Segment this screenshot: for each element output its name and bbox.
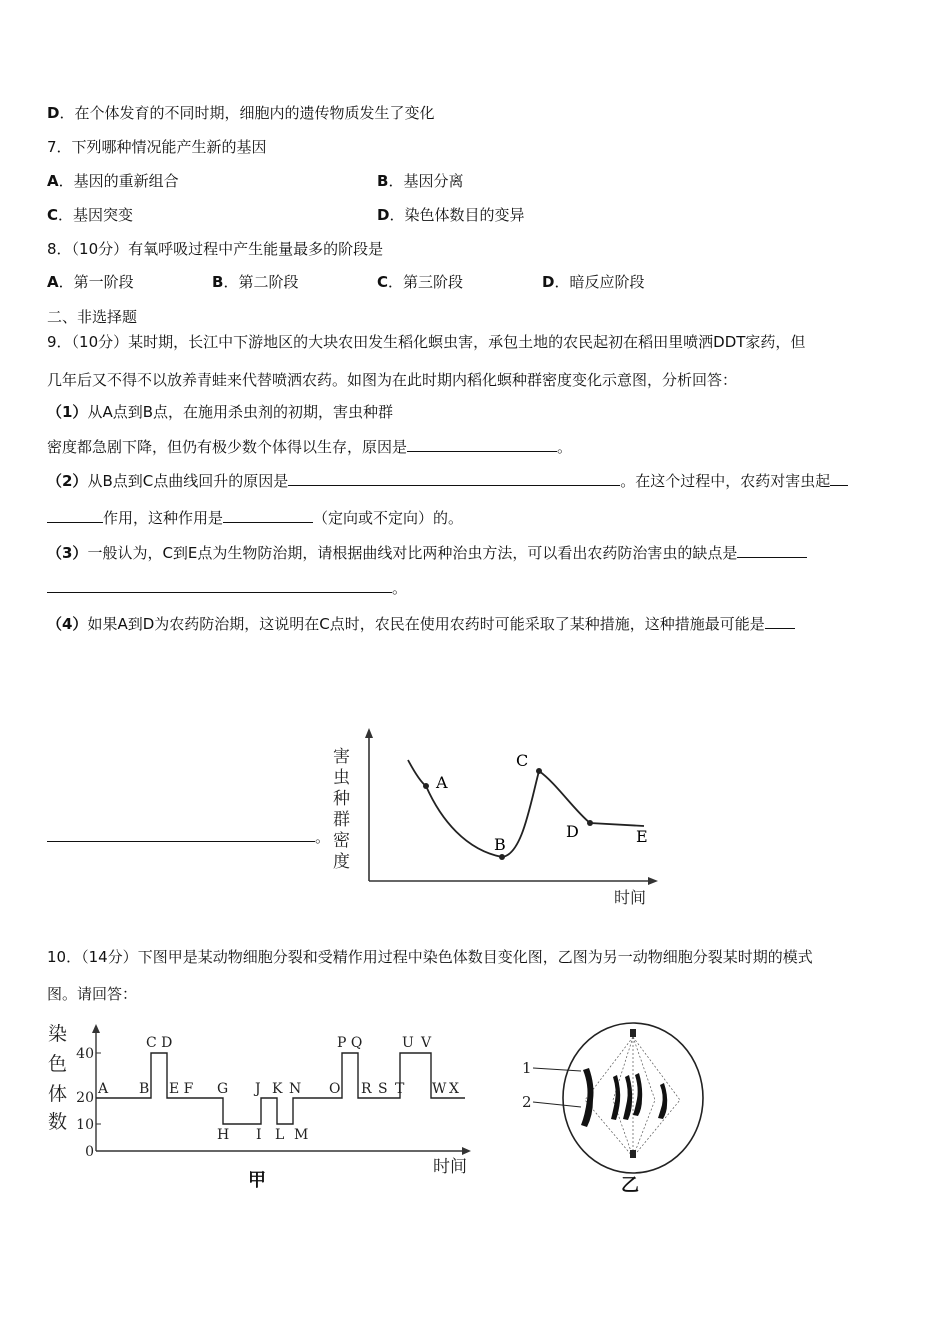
point-label: E F (169, 1081, 194, 1097)
option-text: ．基因突变 (58, 206, 134, 224)
punctuation: 。 (392, 579, 408, 597)
x-axis-arrow (648, 877, 658, 885)
q8-option-c (377, 271, 463, 292)
ylabel-char: 群 (333, 810, 350, 830)
q8-stem (47, 238, 383, 259)
q9-part1-line2 (47, 436, 572, 457)
point-label: R (361, 1081, 372, 1097)
punctuation: 。 (315, 828, 331, 846)
figure-caption: 乙 (621, 1175, 639, 1196)
q9-part2-line2 (47, 507, 463, 528)
question-score: （10分） (71, 333, 129, 351)
point-label: A (98, 1081, 109, 1097)
option-text: ．基因的重新组合 (58, 172, 179, 190)
point-label: E (636, 827, 648, 846)
question-number: 8． (47, 240, 72, 258)
q9-stem-line1 (47, 331, 805, 352)
answer-blank[interactable] (47, 508, 103, 523)
option-label: C (47, 206, 59, 224)
point-label: S (378, 1081, 388, 1097)
q7-option-d (377, 204, 524, 225)
option-text: ．暗反应阶段 (554, 273, 645, 291)
ylabel-char: 密 (333, 831, 350, 851)
q10-stem-line2: 图。请回答： (47, 985, 138, 1003)
point-label: G (217, 1081, 229, 1097)
answer-blank[interactable] (830, 471, 848, 486)
option-label: D (542, 273, 555, 291)
answer-blank[interactable] (47, 578, 392, 593)
q10-stem-line1 (47, 946, 813, 967)
part-text: 密度都急剧下降，但仍有极少数个体得以生存，原因是 (47, 438, 408, 456)
q9-part4-line1 (47, 613, 795, 634)
point-label: H (217, 1127, 230, 1143)
option-label: B (212, 273, 224, 291)
point-label: D (566, 822, 579, 841)
answer-blank[interactable] (765, 614, 795, 629)
point-label: T (395, 1081, 405, 1097)
q9-part4-line2 (47, 826, 330, 847)
question-text: 有氧呼吸过程中产生能量最多的阶段是 (128, 240, 384, 258)
question-text: 下图甲是某动物细胞分裂和受精作用过程中染色体数目变化图，乙图为另一动物细胞分裂某时期的模式 (137, 948, 813, 966)
point-label: X (449, 1081, 459, 1097)
point-label: C D (146, 1035, 173, 1051)
answer-blank[interactable] (223, 508, 313, 523)
label-pointer-2 (533, 1102, 581, 1107)
point-label: C (516, 751, 529, 770)
point-d (587, 820, 593, 826)
ylabel-char: 害 (333, 747, 350, 767)
part-text: 。在这个过程中，农药对害虫起 (620, 472, 831, 490)
pest-density-figure (326, 725, 676, 910)
ylabel-char: 种 (333, 789, 350, 809)
q9-stem-line2: 几年后又不得不以放养青蛙来代替喷洒农药。如图为在此时期内稻化螟种群密度变化示意图，分析回答： (47, 371, 738, 389)
cell-division-figure (515, 1015, 705, 1200)
part-label: （2） (47, 472, 88, 490)
point-label: P Q (337, 1035, 363, 1051)
point-label: L (275, 1127, 285, 1143)
option-label: D (377, 206, 390, 224)
point-label: M (294, 1127, 309, 1143)
q8-option-a (47, 271, 134, 292)
ytick-label: 10 (76, 1117, 94, 1133)
point-label: B (139, 1081, 150, 1097)
q9-part3-line2 (47, 577, 407, 598)
option-text: ．第一阶段 (58, 273, 134, 291)
part-text: （定向或不定向）的。 (313, 509, 464, 527)
q7-option-a (47, 170, 179, 191)
part-text: 作用，这种作用是 (103, 509, 224, 527)
answer-blank[interactable] (407, 437, 557, 452)
ytick-label: 0 (85, 1144, 94, 1160)
part-label: （4） (47, 615, 88, 633)
question-score: （10分） (71, 240, 129, 258)
option-text: ．在个体发育的不同时期，细胞内的遗传物质发生了变化 (59, 104, 435, 122)
point-label: W (432, 1081, 447, 1097)
ylabel-char: 色 (48, 1053, 68, 1075)
point-label: K (272, 1081, 283, 1097)
point-c (536, 768, 542, 774)
part-text: 如果A到D为农药防治期，这说明在C点时，农民在使用农药时可能采取了某种措施，这种措施最可能是 (87, 615, 765, 633)
question-number: 9． (47, 333, 72, 351)
q7-option-c (47, 204, 133, 225)
point-b (499, 854, 505, 860)
ylabel-char: 虫 (333, 768, 350, 788)
option-text: ．基因分离 (388, 172, 464, 190)
section-title: 二、非选择题 (47, 308, 138, 326)
q7-stem: 7．下列哪种情况能产生新的基因 (47, 138, 267, 156)
option-label: A (47, 273, 59, 291)
y-axis-label (333, 747, 350, 872)
option-text: ．第二阶段 (223, 273, 299, 291)
y-axis-label (48, 1023, 67, 1133)
question-number: 10． (47, 948, 82, 966)
q8-option-d (542, 271, 644, 292)
figure-caption: 甲 (248, 1170, 266, 1191)
option-label: D (47, 104, 60, 122)
answer-blank[interactable] (47, 827, 315, 842)
q6-option-d (47, 102, 434, 123)
option-text: ．染色体数目的变异 (389, 206, 525, 224)
chromosome-number-figure (45, 1020, 485, 1195)
point-label: V (421, 1035, 432, 1051)
option-text: ．第三阶段 (388, 273, 464, 291)
diagram-label: 2 (522, 1093, 532, 1111)
q9-part1-line1 (47, 401, 393, 422)
option-label: C (377, 273, 389, 291)
ylabel-char: 染 (48, 1023, 68, 1045)
part-text: 从B点到C点曲线回升的原因是 (87, 472, 289, 490)
ylabel-char: 数 (48, 1111, 68, 1133)
option-label: A (47, 172, 59, 190)
ytick-label: 20 (76, 1090, 94, 1106)
answer-blank[interactable] (737, 543, 807, 558)
point-a (423, 783, 429, 789)
point-label: N (289, 1081, 302, 1097)
point-label: A (436, 773, 448, 792)
x-axis-label: 时间 (614, 888, 647, 907)
punctuation: 。 (557, 438, 573, 456)
y-axis-arrow (92, 1024, 100, 1033)
x-axis-arrow (462, 1147, 471, 1155)
question-text: 某时期，长江中下游地区的大块农田发生稻化螟虫害，承包土地的农民起初在稻田里喷洒DDT家药，但 (128, 333, 806, 351)
y-ticks (76, 1046, 94, 1160)
ylabel-char: 体 (48, 1083, 68, 1105)
answer-blank[interactable] (288, 471, 620, 486)
point-label: J (255, 1081, 261, 1097)
part-label: （1） (47, 403, 88, 421)
q7-option-b (377, 170, 463, 191)
y-axis-arrow (365, 728, 373, 738)
diagram-label: 1 (522, 1059, 532, 1077)
ytick-label: 40 (76, 1046, 94, 1062)
question-score: （14分） (81, 948, 138, 966)
label-pointer-1 (533, 1068, 581, 1071)
q9-part3-line1 (47, 542, 807, 563)
part-text: 一般认为，C到E点为生物防治期，请根据曲线对比两种治虫方法，可以看出农药防治害虫的缺点是 (87, 544, 738, 562)
x-axis-label: 时间 (433, 1157, 467, 1177)
q9-part2-line1 (47, 470, 848, 491)
point-label: I (256, 1127, 262, 1143)
point-label: O (329, 1081, 341, 1097)
part-text: 从A点到B点，在施用杀虫剂的初期，害虫种群 (87, 403, 393, 421)
ylabel-char: 度 (333, 852, 350, 872)
option-label: B (377, 172, 389, 190)
point-label: U (402, 1035, 414, 1051)
point-label: B (494, 835, 506, 854)
part-label: （3） (47, 544, 88, 562)
q8-option-b (212, 271, 298, 292)
